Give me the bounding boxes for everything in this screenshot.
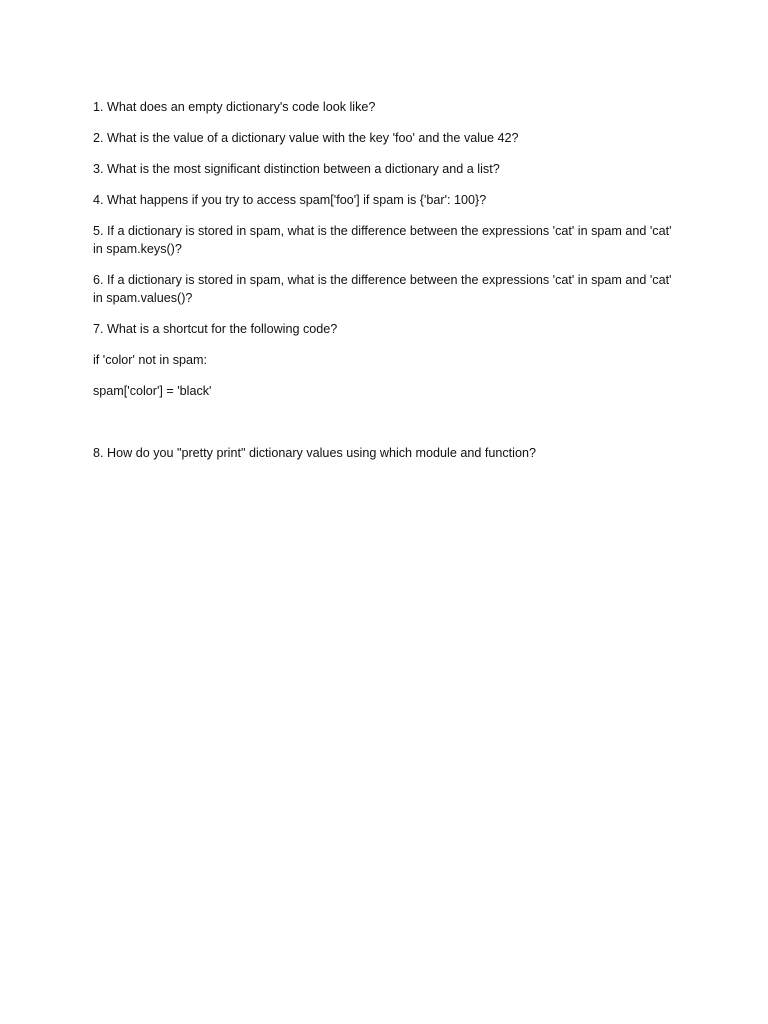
- document-body: [93, 98, 683, 462]
- code-line-2: spam['color'] = 'black': [93, 384, 212, 398]
- question-3: 3. What is the most significant distinction between a dictionary and a list?: [93, 162, 500, 176]
- question-7: 7. What is a shortcut for the following code?: [93, 322, 338, 336]
- question-5: 5. If a dictionary is stored in spam, what is the difference between the expressions 'cat' in spam and 'cat' in spam.keys()?: [93, 224, 672, 256]
- question-6: 6. If a dictionary is stored in spam, what is the difference between the expressions 'cat' in spam and 'cat' in spam.values()?: [93, 273, 672, 305]
- code-line-1: if 'color' not in spam:: [93, 353, 208, 367]
- question-2: 2. What is the value of a dictionary value with the key 'foo' and the value 42?: [93, 131, 519, 145]
- question-4: 4. What happens if you try to access spam['foo'] if spam is {'bar': 100}?: [93, 193, 487, 207]
- question-8: 8. How do you "pretty print" dictionary values using which module and function?: [93, 446, 536, 460]
- question-1: 1. What does an empty dictionary's code look like?: [93, 100, 376, 114]
